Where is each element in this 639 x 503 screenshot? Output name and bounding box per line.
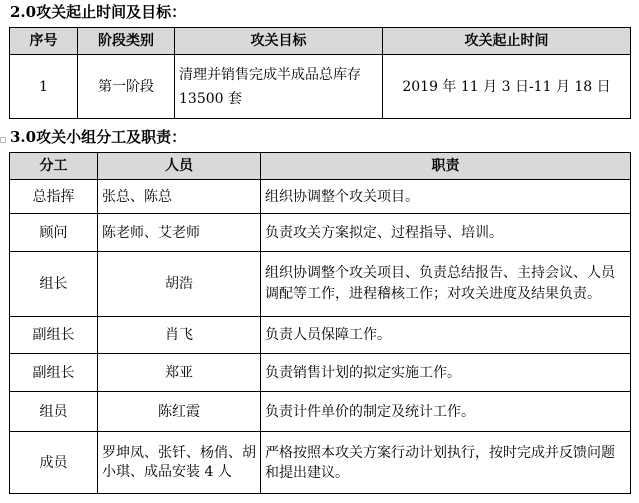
schedule-header-row [10,28,631,55]
role-cell: 组长 [10,252,98,317]
section-3-title: 3.0攻关小组分工及职责： [10,128,187,146]
people-cell: 陈红霞 [98,392,261,432]
duty-cell: 负责人员保障工作。 [261,317,631,354]
people-cell: 张总、陈总 [98,180,261,214]
role-cell: 总指挥 [10,180,98,214]
people-cell: 肖飞 [98,317,261,354]
duty-cell: 负责计件单价的制定及统计工作。 [261,392,631,432]
header-no: 序号 [10,28,78,55]
table-row [10,214,631,252]
section-2-title: 2.0攻关起止时间及目标： [10,3,187,21]
header-role: 分工 [10,153,98,180]
table-row [10,180,631,214]
role-cell: 顾问 [10,214,98,252]
duty-cell: 组织协调整个攻关项目、负责总结报告、主持会议、人员调配等工作，进程稽核工作；对攻关进度及结果负责。 [261,252,631,317]
people-cell: 罗坤凤、张钎、杨俏、胡小琪、成品安装 4 人 [98,432,261,494]
header-duty: 职责 [261,153,631,180]
duty-cell: 组织协调整个攻关项目。 [261,180,631,214]
header-people: 人员 [98,153,261,180]
roles-table [9,152,631,494]
row-no: 1 [10,55,78,119]
table-anchor-icon [0,137,6,143]
people-cell: 胡浩 [98,252,261,317]
table-row [10,354,631,392]
role-cell: 成员 [10,432,98,494]
table-row [10,432,631,494]
roles-header-row [10,153,631,180]
role-cell: 组员 [10,392,98,432]
duty-cell: 负责销售计划的拟定实施工作。 [261,354,631,392]
header-stage: 阶段类别 [78,28,175,55]
table-row [10,317,631,354]
row-stage: 第一阶段 [78,55,175,119]
duty-cell: 负责攻关方案拟定、过程指导、培训。 [261,214,631,252]
table-row [10,55,631,119]
role-cell: 副组长 [10,317,98,354]
row-period: 2019 年 11 月 3 日-11 月 18 日 [383,55,631,119]
role-cell: 副组长 [10,354,98,392]
row-target: 清理并销售完成半成品总库存 13500 套 [175,55,383,119]
header-target: 攻关目标 [175,28,383,55]
people-cell: 郑亚 [98,354,261,392]
duty-cell: 严格按照本攻关方案行动计划执行，按时完成并反馈问题和提出建议。 [261,432,631,494]
table-row [10,392,631,432]
people-cell: 陈老师、艾老师 [98,214,261,252]
table-row [10,252,631,317]
schedule-table [9,27,631,119]
header-period: 攻关起止时间 [383,28,631,55]
